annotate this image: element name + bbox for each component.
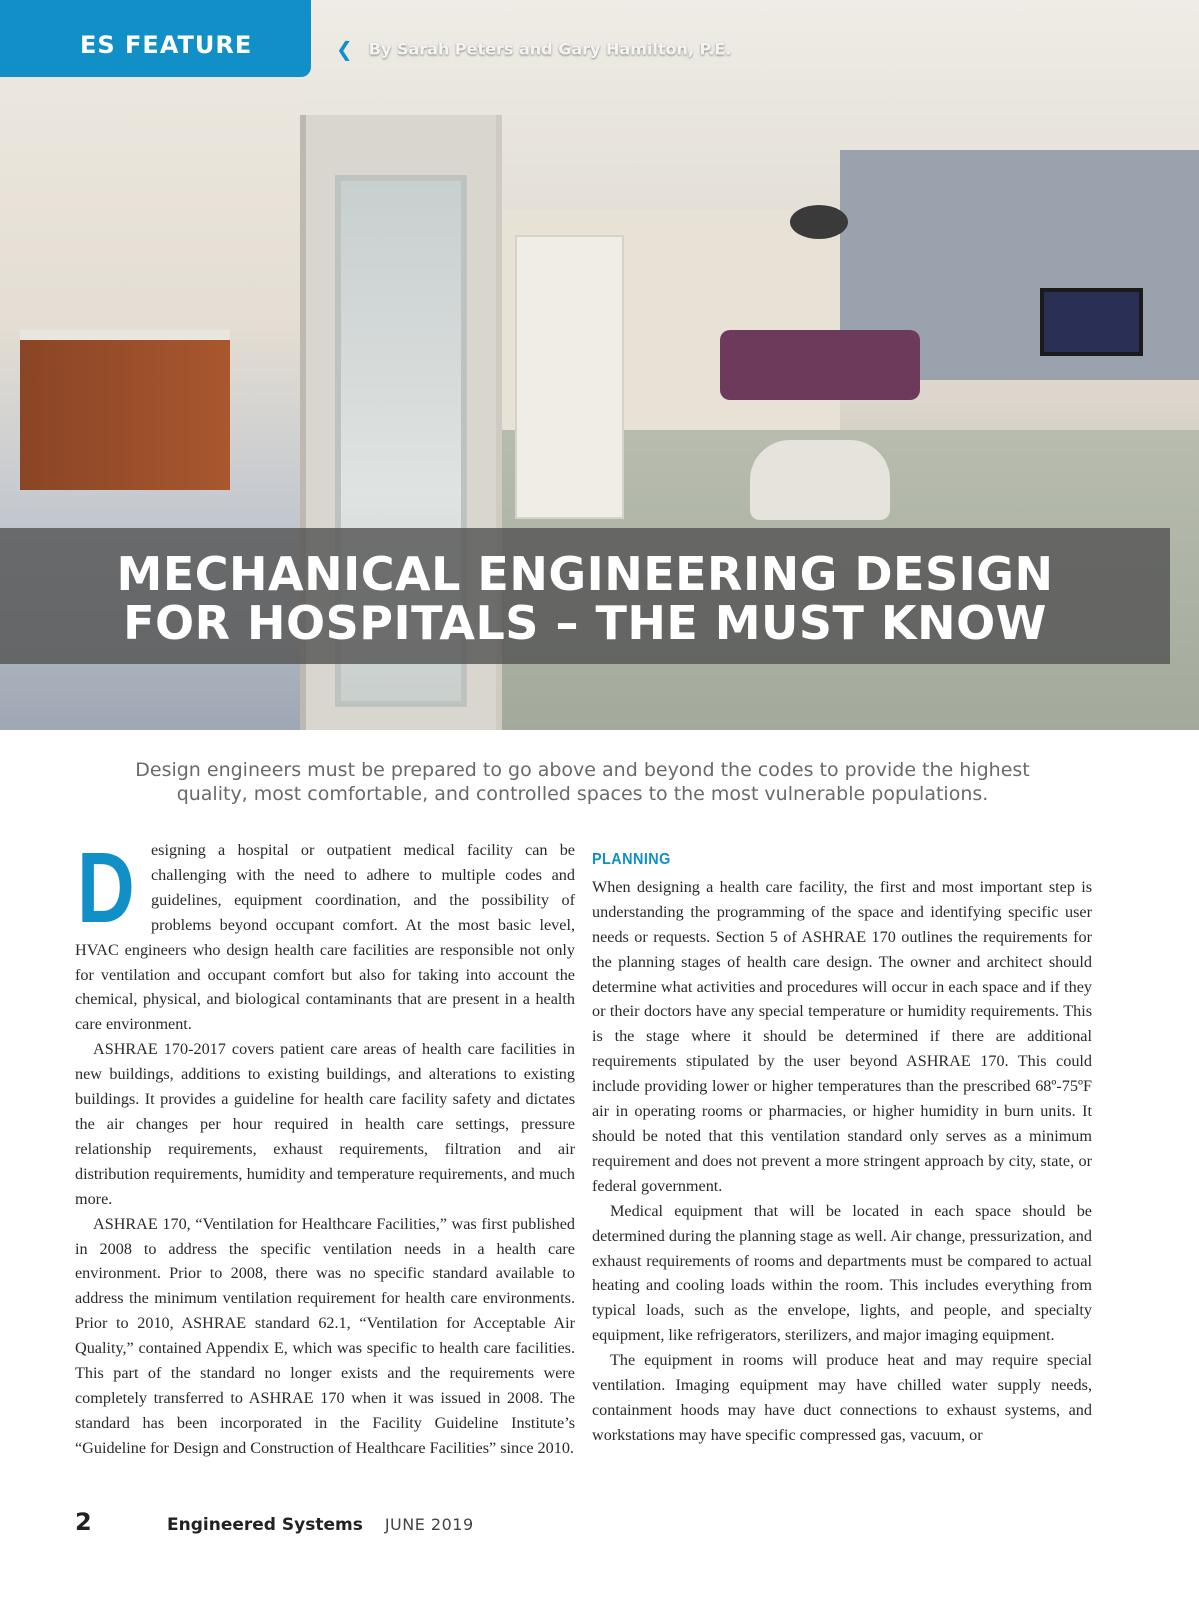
page-number: 2 bbox=[75, 1508, 92, 1536]
section-label: ES FEATURE bbox=[80, 31, 253, 59]
computer-monitor bbox=[1040, 288, 1143, 356]
surgical-light bbox=[790, 205, 848, 239]
article-title-line-2: FOR HOSPITALS – THE MUST KNOW bbox=[123, 596, 1047, 650]
article-deck: Design engineers must be prepared to go above and beyond the codes to provide the highest quality, most comfortable, and controlled spaces to the most vulnerable populations. bbox=[135, 759, 1030, 805]
magazine-name: Engineered Systems bbox=[167, 1515, 363, 1535]
issue-date: JUNE 2019 bbox=[384, 1515, 474, 1534]
left-column bbox=[75, 832, 575, 1461]
left-paragraph-3: ASHRAE 170, “Ventilation for Healthcare Facilities,” was first published in 2008 to address the specific ventilation needs in a health care environment. Prior to 2008, there was no specific standard available to address the minimum ventilation requirement for health care environments. Prior to 2010, ASHRAE standard 62.1, “Ventilation for Acceptable Air Quality,” contained Appendix E, which was specific to health care facilities. This part of the standard no longer exists and the requirements were completely transferred to ASHRAE 170 when it was issued in 2008. The standard has been incorporated in the Facility Guideline Institute’s “Guideline for Design and Construction of Healthcare Facilities” since 2010. bbox=[75, 1214, 575, 1457]
right-paragraph-2: Medical equipment that will be located in each space should be determined during the planning stage as well. Air change, pressurization, and exhaust requirements of rooms and departments must be compared to actual heating and cooling loads within the room. This includes everything from typical loads, such as the envelope, lights, and people, and specialty equipment, like refrigerators, sterilizers, and major imaging equipment. bbox=[592, 1201, 1092, 1345]
exam-stretcher bbox=[720, 330, 920, 400]
right-column bbox=[592, 838, 1092, 1448]
article-title-line-1: MECHANICAL ENGINEERING DESIGN bbox=[116, 547, 1054, 601]
page-footer bbox=[75, 1508, 474, 1536]
right-paragraph-3: The equipment in rooms will produce heat and may require special ventilation. Imaging equipment may have chilled water supply needs, containment hoods may have duct connections to exhaust systems, and workstations may have specific compressed gas, vacuum, or bbox=[592, 1351, 1092, 1444]
section-heading-planning: PLANNING bbox=[592, 851, 671, 868]
left-paragraph-1: esigning a hospital or outpatient medical facility can be challenging with the need to adhere to multiple codes and guidelines, equipment coordination, and the possibility of problems beyond occupant comfort. At the most basic level, HVAC engineers who design health care facilities are responsible not only for ventilation and occupant comfort but also for taking into account the chemical, physical, and biological contaminants that are present in a health care environment. bbox=[75, 841, 575, 1034]
chevron-left-icon: ❮ bbox=[336, 37, 353, 61]
right-paragraph-1: When designing a health care facility, the first and most important step is understanding the programming of the space and identifying specific user needs or requests. Section 5 of ASHRAE 170 outlines the requirements for the planning stages of health care design. The owner and architect should determine what activities and procedures will occur in each space and if they or their doctors have any special temperature or humidity requirements. This is the stage where it should be determined if there are additional requirements stipulated by the user beyond ASHRAE 170. This could include providing lower or higher temperatures than the prescribed 68º-75ºF air in operating rooms or pharmacies, or higher humidity in burn units. It should be noted that this ventilation standard only serves as a minimum requirement and does not prevent a more stringent approach by city, state, or federal government. bbox=[592, 877, 1092, 1195]
byline bbox=[336, 37, 731, 61]
nurse-station-desk bbox=[20, 330, 230, 490]
storage-cabinet bbox=[515, 235, 624, 519]
section-tab bbox=[0, 0, 311, 77]
stretcher-base bbox=[750, 440, 890, 520]
byline-text: By Sarah Peters and Gary Hamilton, P.E. bbox=[368, 39, 732, 59]
drop-cap: D bbox=[77, 832, 135, 944]
left-paragraph-2: ASHRAE 170-2017 covers patient care areas of health care facilities in new buildings, additions to existing buildings, and alterations to existing buildings. It provides a guideline for health care facility safety and dictates the air changes per hour required in health care settings, pressure relationship requirements, exhaust requirements, filtration and air distribution requirements, humidity and temperature requirements, and much more. bbox=[75, 1040, 575, 1208]
